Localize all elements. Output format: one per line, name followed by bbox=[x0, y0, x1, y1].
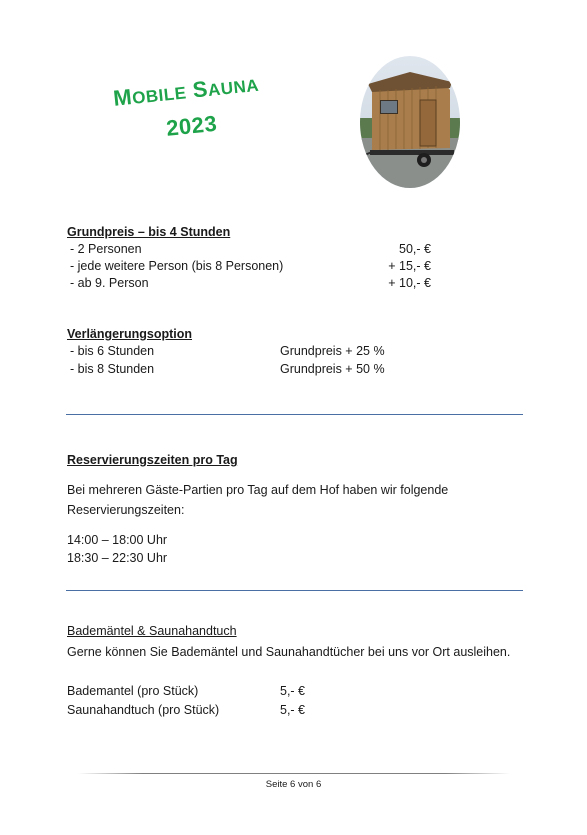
bademaentel-row-label: Bademantel (pro Stück) bbox=[67, 684, 199, 698]
grundpreis-row-price: 50,- € bbox=[399, 242, 431, 256]
footer-divider bbox=[78, 773, 510, 774]
grundpreis-row-label: - jede weitere Person (bis 8 Personen) bbox=[70, 259, 284, 273]
verlaengerung-row-value: Grundpreis + 25 % bbox=[280, 344, 385, 358]
grundpreis-row-price: + 15,- € bbox=[388, 259, 431, 273]
bademaentel-row-label: Saunahandtuch (pro Stück) bbox=[67, 703, 220, 717]
bademaentel-text: Gerne können Sie Bademäntel und Saunahandtücher bei uns vor Ort ausleihen. bbox=[67, 645, 511, 659]
grundpreis-row-label: - 2 Personen bbox=[70, 242, 142, 256]
grundpreis-row-label: - ab 9. Person bbox=[70, 276, 149, 290]
reservierung-text-line2: Reservierungszeiten: bbox=[67, 503, 185, 517]
reservierung-heading: Reservierungszeiten pro Tag bbox=[67, 453, 238, 467]
verlaengerung-row-label: - bis 8 Stunden bbox=[70, 362, 155, 376]
page-number: Seite 6 von 6 bbox=[265, 779, 322, 790]
section-divider bbox=[66, 414, 523, 415]
reservierung-text-line1: Bei mehreren Gäste-Partien pro Tag auf dem Hof haben wir folgende bbox=[67, 483, 449, 497]
reservierung-slot: 18:30 – 22:30 Uhr bbox=[67, 551, 168, 565]
title-mobile-sauna: MOBILE SAUNA bbox=[112, 75, 260, 111]
bademaentel-heading: Bademäntel & Saunahandtuch bbox=[67, 624, 237, 638]
verlaengerung-heading: Verlängerungsoption bbox=[67, 327, 193, 341]
grundpreis-row-price: + 10,- € bbox=[388, 276, 431, 290]
reservierung-slot: 14:00 – 18:00 Uhr bbox=[67, 533, 168, 547]
title-year: 2023 bbox=[165, 110, 219, 141]
bademaentel-row-price: 5,- € bbox=[280, 703, 306, 717]
grundpreis-heading: Grundpreis – bis 4 Stunden bbox=[67, 225, 231, 239]
section-divider bbox=[66, 590, 523, 591]
verlaengerung-row-value: Grundpreis + 50 % bbox=[280, 362, 385, 376]
bademaentel-row-price: 5,- € bbox=[280, 684, 306, 698]
sauna-trailer-photo bbox=[360, 56, 460, 188]
verlaengerung-row-label: - bis 6 Stunden bbox=[70, 344, 155, 358]
